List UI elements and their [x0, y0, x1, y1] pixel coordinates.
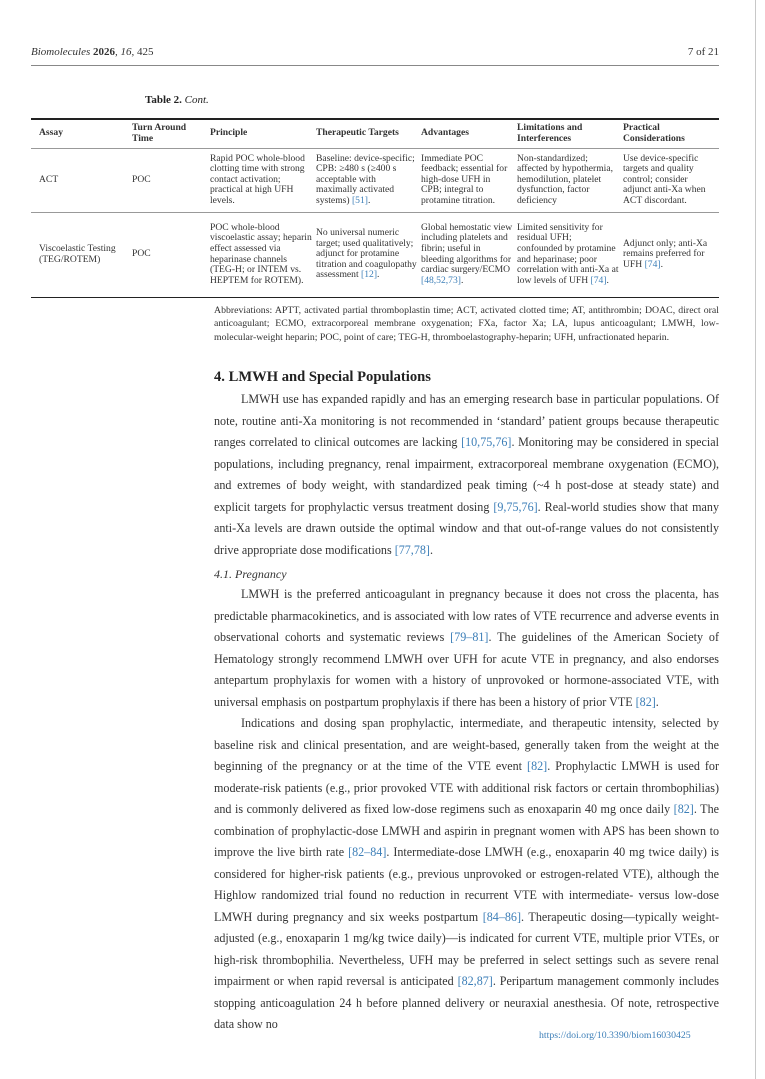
cell-considerations: Adjunct only; anti-Xa remains preferred for UFH [74]. [623, 237, 708, 270]
cell-limitations: Non-standardized; affected by hypothermia, hemodilution, platelet dysfunction, factor deficiency [517, 152, 613, 206]
citation-link[interactable]: [9,75,76] [493, 499, 538, 514]
cell-advantages: Global hemostatic view including platelets and fibrin; useful in bleeding algorithms for cardiac surgery/ECMO [48,52,73]. [421, 221, 513, 286]
cell-targets: No universal numeric target; used qualitatively; adjunct for protamine titration and coagulopathy assessment [12]. [316, 227, 417, 281]
cell-limitations: Limited sensitivity for residual UFH; confounded by protamine and heparinase; poor correlation with anti-Xa at low levels of UFH [74]. [517, 221, 619, 286]
subsection-body [214, 584, 719, 1036]
col-header-considerations: Practical Considerations [623, 121, 685, 144]
cell-considerations: Use device-specific targets and quality control; consider adjunct anti-Xa when ACT discordant. [623, 152, 706, 206]
journal-citation: Biomolecules 2026, 16, 425 [31, 46, 154, 58]
running-header [31, 46, 719, 62]
section-heading: 4. LMWH and Special Populations [214, 369, 431, 385]
citation-link[interactable]: [10,75,76] [461, 435, 512, 449]
col-header-targets: Therapeutic Targets [316, 127, 399, 139]
citation-link[interactable]: [79–81] [450, 630, 489, 644]
subsection-heading: 4.1. Pregnancy [214, 567, 287, 581]
citation-link[interactable]: [82] [527, 759, 548, 773]
citation-link[interactable]: [74] [644, 258, 661, 270]
table-abbreviations: Abbreviations: APTT, activated partial thromboplastin time; ACT, activated clotted time; AT, antithrombin; DOAC, direct oral anticoagulant; ECMO, extracorporeal membrane oxygenation; FXa, factor Xa; LA, lupus anticoagulant; LMWH, low-molecular-weight heparin; POC, point of care; TEG-H, thromboelastography-heparin; UFH, unfractionated heparin. [214, 305, 719, 343]
doi-link[interactable]: https://doi.org/10.3390/biom16030425 [539, 1030, 691, 1041]
citation-link[interactable]: [48,52,73] [421, 274, 461, 286]
col-header-advantages: Advantages [421, 127, 469, 139]
cell-tat: POC [132, 173, 151, 185]
table-2 [31, 118, 719, 298]
table-row [31, 149, 719, 212]
col-header-assay: Assay [39, 127, 63, 139]
citation-link[interactable]: [74] [590, 274, 607, 286]
paragraph: Indications and dosing span prophylactic, intermediate, and therapeutic intensity, selected by baseline risk and clinical presentation, and are weight-based, generally taken from the weight at the beginning of the pregnancy or at the time of the VTE event [82]. Prophylactic LMWH is used for moderate-risk patients (e.g., prior provoked VTE with additional risk factors or certain thrombophilias) and is commonly delivered as fixed low-dose regimens such as enoxaparin 40 mg once daily [82]. The combination of prophylactic-dose LMWH and aspirin in pregnant women with APS has been shown to improve the live birth rate [82–84]. Intermediate-dose LMWH (e.g., enoxaparin 40 mg twice daily) is considered for higher-risk patients (e.g., previous unprovoked or estrogen-related VTE), although the Highlow randomized trial found no reduction in recurrent VTE with intermediate- versus low-dose LMWH during pregnancy and six weeks postpartum [84–86]. Therapeutic dosing—typically weight-adjusted (e.g., enoxaparin 1 mg/kg twice daily)—is indicated for current VTE, multiple prior VTEs, or high-risk thrombophilia. Nevertheless, UFH may be preferred in select settings such as severe renal impairment or when rapid reversal is anticipated [82,87]. Peripartum management commonly includes stopping anticoagulation 24 h before planned delivery or neuraxial anesthesia. Of note, retrospective data show no [214, 716, 720, 1031]
col-header-principle: Principle [210, 127, 248, 139]
section-body [214, 389, 719, 561]
citation-link[interactable]: [77,78] [394, 542, 430, 557]
table-row [31, 213, 719, 297]
cell-assay: Viscoelastic Testing (TEG/ROTEM) [39, 242, 116, 265]
col-header-tat: Turn Around Time [132, 121, 187, 144]
paragraph: LMWH use has expanded rapidly and has an emerging research base in particular populations. Of note, routine anti-Xa monitoring is not recommended in ‘standard’ patient groups because therapeutic ranges correlated to clinical outcomes are lacking [10,75,76]. Monitoring may be considered in special populations, including pregnancy, renal impairment, extracorporeal membrane oxygenation (ECMO), and extremes of body weight, with standardized peak timing (~4 h post-dose at steady state) and explicit targets for prophylactic versus treatment dosing [9,75,76]. Real-world studies show that many anti-Xa levels are drawn outside the optimal window and that out-of-range values do not consistently drive appropriate dose modifications [77,78]. [214, 392, 719, 557]
cell-targets: Baseline: device-specific; CPB: ≥480 s (≥400 s acceptable with maximally activated systems) [51]. [316, 152, 415, 206]
table-bottom-rule [31, 297, 719, 299]
citation-link[interactable]: [82] [635, 694, 656, 709]
citation-link[interactable]: [82,87] [457, 974, 493, 988]
paragraph: LMWH is the preferred anticoagulant in pregnancy because it does not cross the placenta, has predictable pharmacokinetics, and is associated with low rates of VTE recurrence and adverse events in observational cohorts and systematic reviews [79–81]. The guidelines of the American Society of Hematology strongly recommend LMWH over UFH for acute VTE in pregnancy, and also endorses antepartum prophylaxis for women with a history of unprovoked or hormone-associated VTE, with universal emphasis on postpartum prophylaxis if there has been a history of prior VTE [82]. [214, 587, 719, 709]
cell-assay: ACT [39, 173, 59, 185]
citation-link[interactable]: [82] [673, 802, 694, 816]
citation-link[interactable]: [84–86] [482, 909, 522, 924]
table-header-row [31, 120, 719, 148]
cell-principle: Rapid POC whole-blood clotting time with strong contact activation; practical at high UFH levels. [210, 152, 305, 206]
cell-tat: POC [132, 248, 151, 260]
citation-link[interactable]: [51] [351, 194, 368, 206]
citation-link[interactable]: [82–84] [348, 845, 387, 859]
table-caption: Table 2. Cont. [145, 94, 209, 106]
cell-principle: POC whole-blood viscoelastic assay; heparin effect assessed via heparinase channels (TEG-H; or INTEM vs. HEPTEM for ROTEM). [210, 221, 312, 286]
col-header-limitations: Limitations and Interferences [517, 121, 583, 144]
header-rule [31, 65, 719, 66]
page-number: 7 of 21 [687, 46, 719, 58]
page-edge-line [755, 0, 756, 1079]
citation-link[interactable]: [12] [361, 269, 378, 281]
cell-advantages: Immediate POC feedback; essential for high-dose UFH in CPB; integral to protamine titration. [421, 152, 508, 206]
